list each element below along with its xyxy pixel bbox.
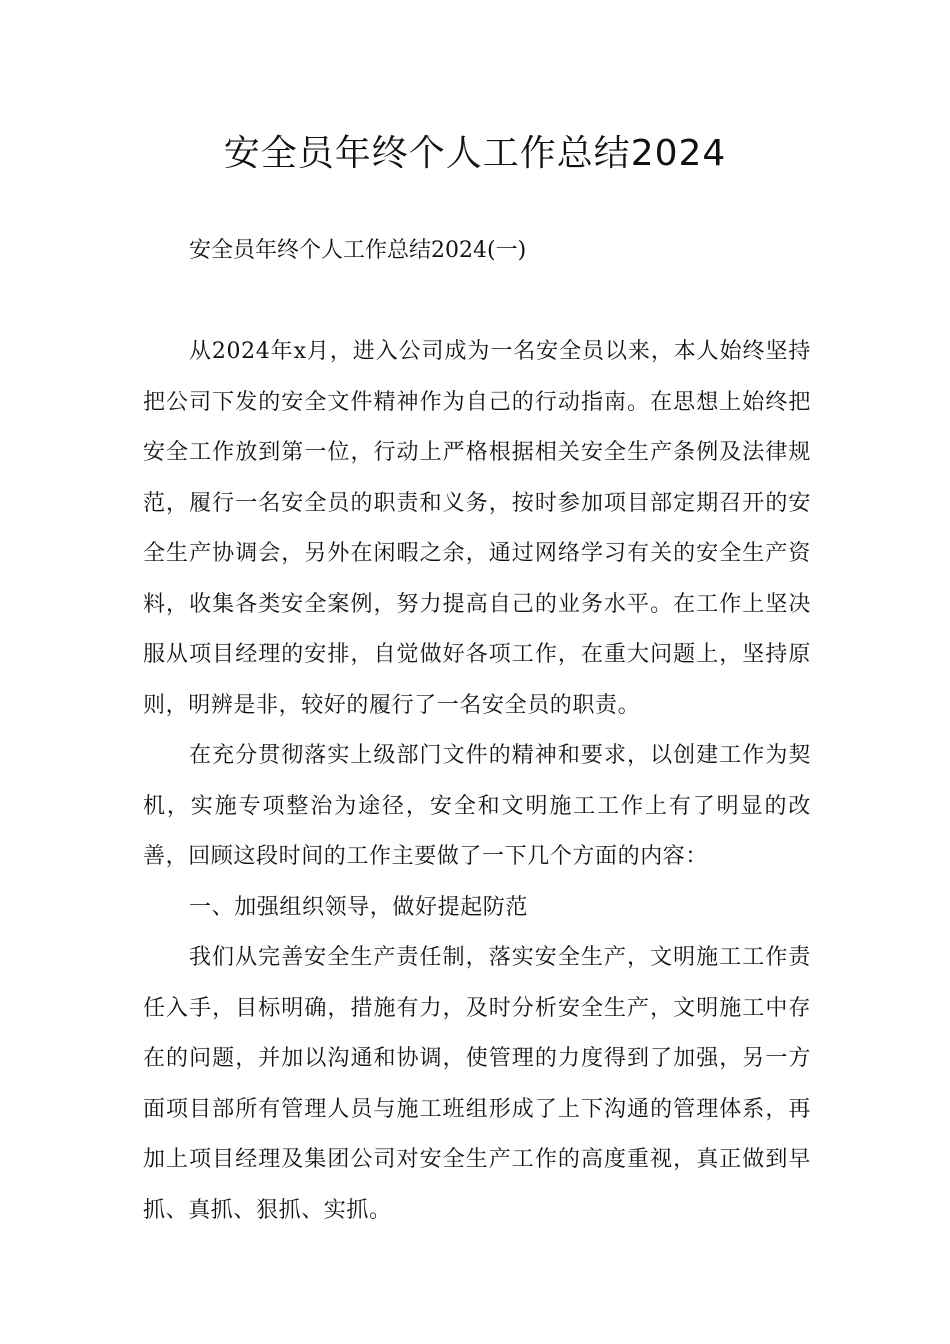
document-subtitle: 安全员年终个人工作总结2024(一) [189, 238, 527, 263]
paragraph-section-1: 我们从完善安全生产责任制，落实安全生产，文明施工工作责任入手，目标明确，措施有力，及时分析安全生产，文明施工中存在的问题，并加以沟通和协调，使管理的力度得到了加强，另一方面项目部所有管理人员与施工班组形成了上下沟通的管理体系，再加上项目经理及集团公司对安全生产工作的高度重视，真正做到早抓、真抓、狠抓、实抓。 [143, 945, 811, 1223]
paragraph-intro: 从2024年x月，进入公司成为一名安全员以来，本人始终坚持把公司下发的安全文件精神作为自己的行动指南。在思想上始终把安全工作放到第一位，行动上严格根据相关安全生产条例及法律规范，履行一名安全员的职责和义务，按时参加项目部定期召开的安全生产协调会，另外在闲暇之余，通过网络学习有关的安全生产资料，收集各类安全案例，努力提高自己的业务水平。在工作上坚决服从项目经理的安排，自觉做好各项工作，在重大问题上，坚持原则，明辨是非，较好的履行了一名安全员的职责。 [143, 339, 811, 718]
section-heading-1: 一、加强组织领导，做好提起防范 [189, 894, 529, 920]
document-title: 安全员年终个人工作总结2024 [223, 133, 727, 174]
paragraph-overview: 在充分贯彻落实上级部门文件的精神和要求，以创建工作为契机，实施专项整治为途径，安全和文明施工工作上有了明显的改善，回顾这段时间的工作主要做了一下几个方面的内容： [143, 743, 811, 869]
document-body [143, 327, 811, 1236]
